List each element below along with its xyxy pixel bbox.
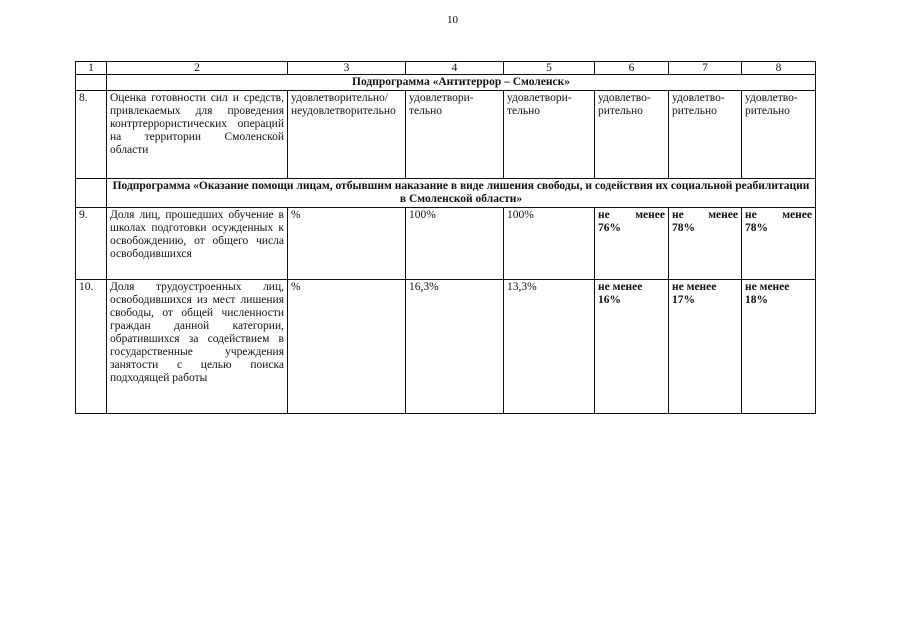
value-col8: не менее 18% bbox=[742, 280, 816, 414]
table-row bbox=[76, 208, 816, 280]
table-row bbox=[76, 91, 816, 179]
value-col8: удовлетво-рительно bbox=[742, 91, 816, 179]
column-number: 1 bbox=[76, 62, 107, 75]
column-number: 6 bbox=[595, 62, 669, 75]
value-col5: 100% bbox=[504, 208, 595, 280]
empty-cell bbox=[76, 179, 107, 208]
value-col6: не менее 76% bbox=[595, 208, 669, 280]
column-number: 3 bbox=[288, 62, 406, 75]
row-number: 8. bbox=[76, 91, 107, 179]
row-number: 9. bbox=[76, 208, 107, 280]
subprogram-row bbox=[76, 75, 816, 91]
subprogram-title: Подпрограмма «Антитеррор – Смоленск» bbox=[107, 75, 816, 91]
value-col4: 100% bbox=[406, 208, 504, 280]
unit-cell: % bbox=[288, 280, 406, 414]
indicator-name: Доля трудоустроенных лиц, освободившихся из мест лишения свободы, от общей численности граждан данной категории, обратившихся за содействием в государственные учреждения занятости с целью поиска подходящей работы bbox=[107, 280, 288, 414]
value-col7: удовлетво-рительно bbox=[669, 91, 742, 179]
value-col4: удовлетвори-тельно bbox=[406, 91, 504, 179]
column-numbers-row bbox=[76, 62, 816, 75]
subprogram-row bbox=[76, 179, 816, 208]
subprogram-title: Подпрограмма «Оказание помощи лицам, отбывшим наказание в виде лишения свободы, и содействия их социальной реабилитации в Смоленской области» bbox=[107, 179, 816, 208]
value-col4: 16,3% bbox=[406, 280, 504, 414]
column-number: 4 bbox=[406, 62, 504, 75]
value-col6: не менее 16% bbox=[595, 280, 669, 414]
value-col5: 13,3% bbox=[504, 280, 595, 414]
value-col7: не менее 17% bbox=[669, 280, 742, 414]
empty-cell bbox=[76, 75, 107, 91]
value-col6: удовлетво-рительно bbox=[595, 91, 669, 179]
unit-cell: % bbox=[288, 208, 406, 280]
row-number: 10. bbox=[76, 280, 107, 414]
unit-cell: удовлетворительно/ неудовлетворительно bbox=[288, 91, 406, 179]
value-col7: не менее 78% bbox=[669, 208, 742, 280]
page-number: 10 bbox=[447, 14, 458, 26]
column-number: 7 bbox=[669, 62, 742, 75]
column-number: 8 bbox=[742, 62, 816, 75]
value-col8: не менее 78% bbox=[742, 208, 816, 280]
table-row bbox=[76, 280, 816, 414]
indicators-table bbox=[75, 61, 816, 414]
value-col5: удовлетвори-тельно bbox=[504, 91, 595, 179]
indicator-name: Оценка готовности сил и средств, привлекаемых для проведения контртеррористических операций на территории Смоленской области bbox=[107, 91, 288, 179]
column-number: 5 bbox=[504, 62, 595, 75]
column-number: 2 bbox=[107, 62, 288, 75]
indicator-name: Доля лиц, прошедших обучение в школах подготовки осужденных к освобождению, от общего числа освободившихся bbox=[107, 208, 288, 280]
